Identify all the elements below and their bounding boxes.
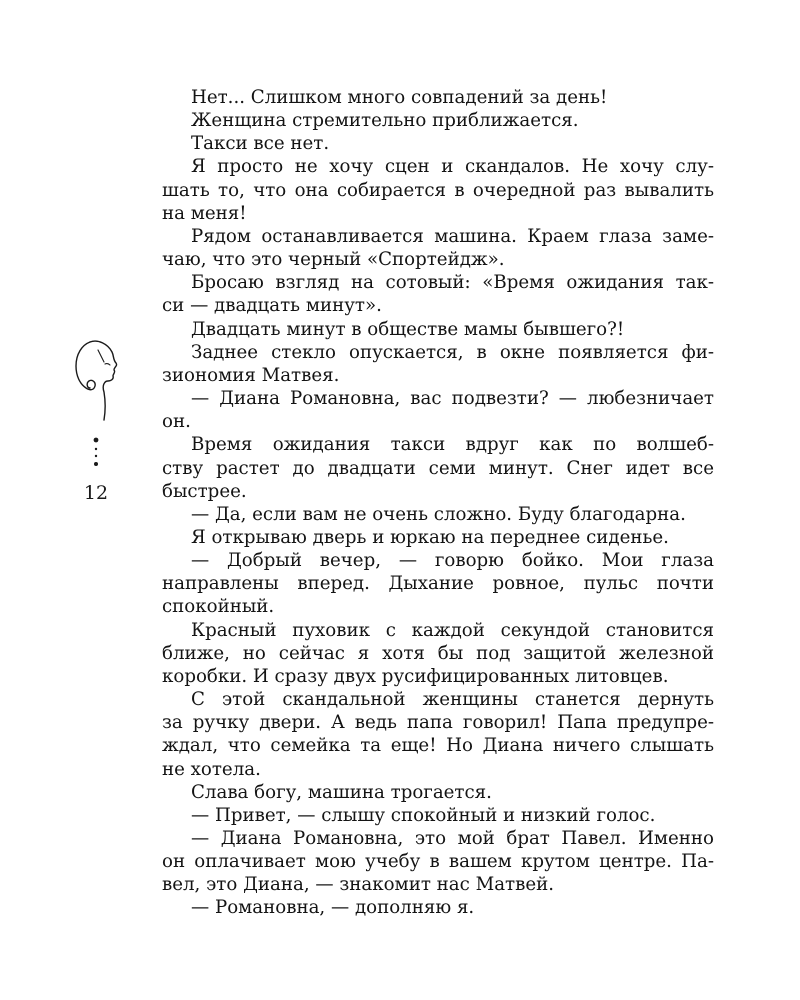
text-line: зиономия Матвея. xyxy=(162,364,340,386)
text-line: ству растет до двадцати семи минут. Снег идет все xyxy=(162,457,714,479)
text-line: Я открываю дверь и юркаю на переднее сиденье. xyxy=(191,526,669,548)
text-line: направлены вперед. Дыхание ровное, пульс почти xyxy=(162,573,714,595)
text-line: Рядом останавливается машина. Краем глаза заме- xyxy=(191,225,714,247)
text-line: вел, это Диана, — знакомит нас Матвей. xyxy=(162,874,555,896)
text-line: за ручку двери. А ведь папа говорил! Папа предупре- xyxy=(162,712,714,734)
text-line: Двадцать минут в обществе мамы бывшего?! xyxy=(191,318,625,340)
text-line: он. xyxy=(162,411,191,433)
text-line: не хотела. xyxy=(162,758,261,780)
page-number: 12 xyxy=(83,482,109,504)
text-line: — Да, если вам не очень сложно. Буду благодарна. xyxy=(191,503,686,525)
text-line: Нет... Слишком много совпадений за день! xyxy=(191,87,608,108)
text-line: на меня! xyxy=(162,202,247,224)
text-line: он оплачивает мою учебу в вашем крутом центре. Па- xyxy=(162,851,714,873)
body-text xyxy=(162,86,714,920)
text-line: ближе, но сейчас я хотя бы под защитой железной xyxy=(162,642,714,664)
text-line: Время ожидания такси вдруг как по волшеб- xyxy=(191,434,714,456)
text-line: С этой скандальной женщины станется дернуть xyxy=(191,689,714,711)
text-line: Женщина стремительно приближается. xyxy=(191,110,579,132)
text-line: Заднее стекло опускается, в окне появляется фи- xyxy=(191,341,714,363)
face-line-art-icon xyxy=(64,336,128,424)
text-line: си — двадцать минут». xyxy=(162,295,382,317)
text-line: чаю, что это черный «Спортейдж». xyxy=(162,249,505,271)
text-line: — Диана Романовна, вас подвезти? — любезничает xyxy=(191,388,714,410)
text-line: — Привет, — слышу спокойный и низкий голос. xyxy=(191,804,656,826)
text-line: быстрее. xyxy=(162,480,247,502)
text-line: Я просто не хочу сцен и скандалов. Не хочу слу- xyxy=(191,156,714,178)
ornament-dots-icon xyxy=(88,436,104,470)
text-line: — Диана Романовна, это мой брат Павел. Именно xyxy=(191,828,714,849)
text-line: шать то, что она собирается в очередной раз вывалить xyxy=(162,179,714,201)
text-line: Такси все нет. xyxy=(191,133,330,155)
text-line: — Романовна, — дополняю я. xyxy=(191,897,475,919)
text-line: Слава богу, машина трогается. xyxy=(191,781,492,803)
text-line: Бросаю взгляд на сотовый: «Время ожидания так- xyxy=(191,272,714,294)
text-line: спокойный. xyxy=(162,596,275,618)
text-line: Красный пуховик с каждой секундой становится xyxy=(191,619,714,641)
text-line: ждал, что семейка та еще! Но Диана ничего слышать xyxy=(162,735,714,757)
text-line: коробки. И сразу двух русифицированных литовцев. xyxy=(162,665,669,687)
text-line: — Добрый вечер, — говорю бойко. Мои глаза xyxy=(191,550,714,572)
